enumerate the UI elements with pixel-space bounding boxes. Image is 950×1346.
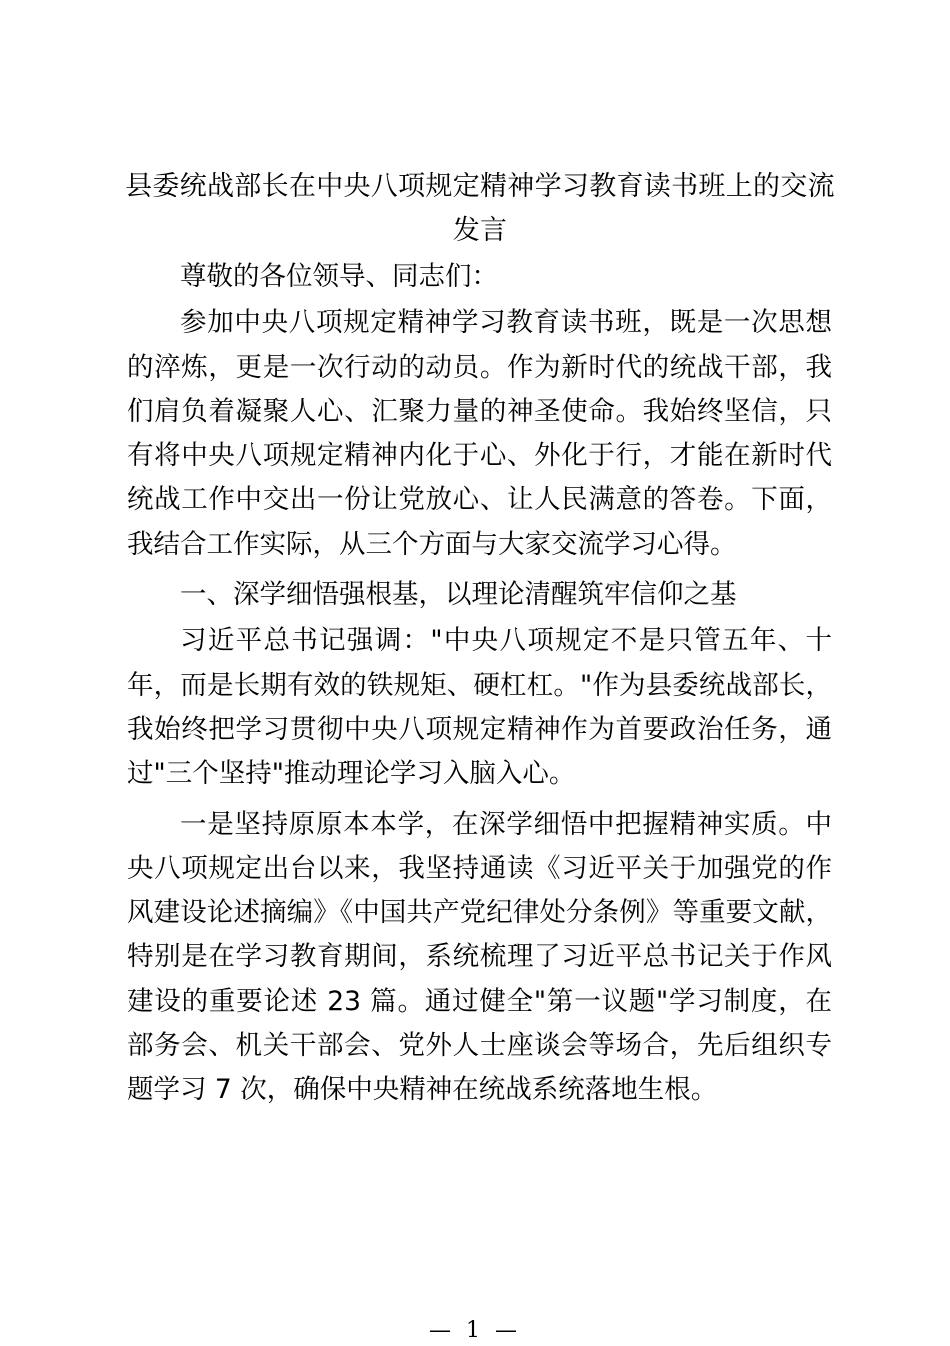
document-title: 县委统战部长在中央八项规定精神学习教育读书班上的交流发言 — [125, 171, 835, 246]
page-number: — 1 — — [429, 1318, 521, 1343]
document-body — [127, 255, 832, 1113]
quote-paragraph: 习近平总书记强调："中央八项规定不是只管五年、十年，而是长期有效的铁规矩、硬杠杠。"作为县委统战部长，我始终把学习贯彻中央八项规定精神作为首要政治任务，通过"三个坚持"推动理论学习入脑入心。 — [127, 625, 832, 790]
body-paragraph: 一是坚持原原本本学，在深学细悟中把握精神实质。中央八项规定出台以来，我坚持通读《习近平关于加强党的作风建设论述摘编》《中国共产党纪律处分条例》等重要文献，特别是在学习教育期间，系统梳理了习近平总书记关于作风建设的重要论述 23 篇。通过健全"第一议题"学习制度，在部务会、机关干部会、党外人士座谈会等场合，先后组织专题学习 7 次，确保中央精神在统战系统落地生根。 — [127, 808, 832, 1106]
section-heading: 一、深学细悟强根基，以理论清醒筑牢信仰之基 — [180, 579, 737, 611]
intro-paragraph: 参加中央八项规定精神学习教育读书班，既是一次思想的淬炼，更是一次行动的动员。作为新时代的统战干部，我们肩负着凝聚人心、汇聚力量的神圣使命。我始终坚信，只有将中央八项规定精神内化于心、外化于行，才能在新时代统战工作中交出一份让党放心、让人民满意的答卷。下面，我结合工作实际，从三个方面与大家交流学习心得。 — [127, 307, 832, 560]
salutation: 尊敬的各位领导、同志们： — [180, 261, 498, 292]
